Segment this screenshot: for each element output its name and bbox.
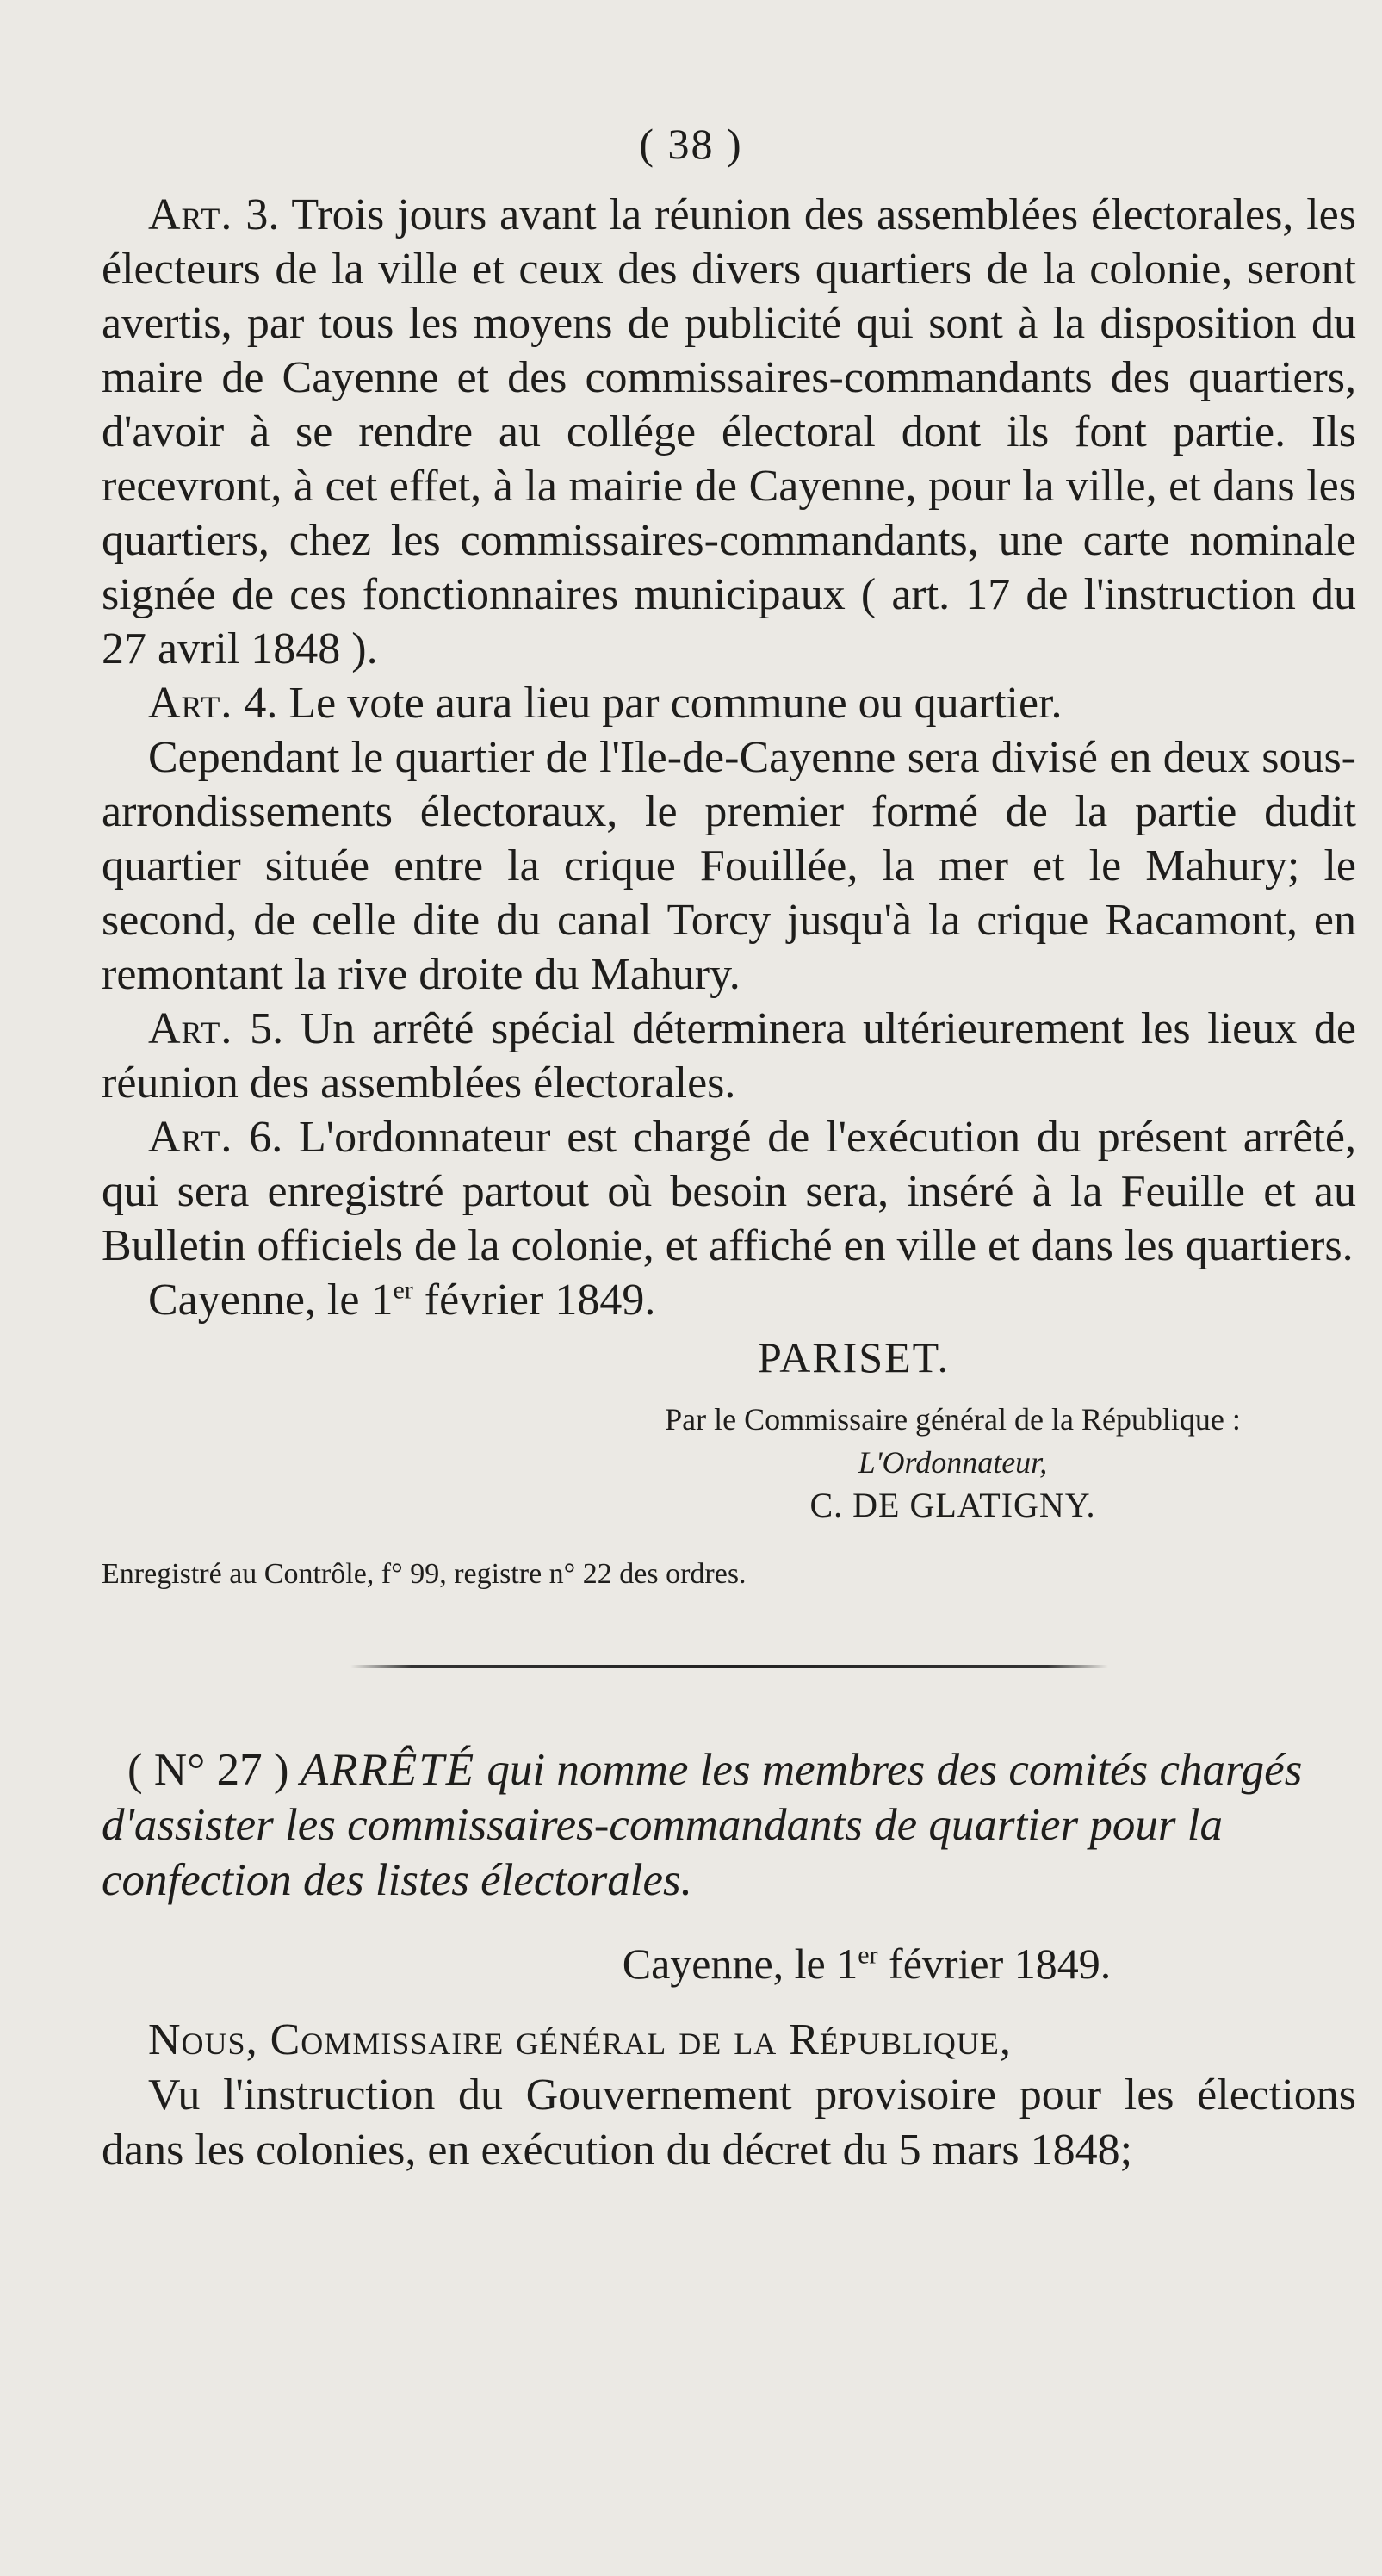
decree-date: Cayenne, le 1er février 1849. [622, 1940, 1112, 1988]
decree-subject: qui nomme les membres des comités chargés d'assister les commissaires-commandants de quartier pour la confection des listes électorales. [102, 1745, 1303, 1905]
decree-title: ARRÊTÉ [300, 1745, 476, 1795]
article-label: Art. [148, 679, 233, 728]
section-divider [350, 1665, 1108, 1668]
article-4-continuation [102, 730, 1356, 1002]
article-3 [102, 188, 1356, 676]
article-label: Art. [148, 1113, 233, 1162]
article-text: 3. Trois jours avant la réunion des assemblées électorales, les électeurs de la ville et ceux des divers quartiers de la colonie, seront avertis, par tous les moyens de publicité qui sont à la disposition du maire de Cayenne et des commissaires-commandants des quartiers, d'avoir à se rendre au collége électoral dont ils font partie. Ils recevront, à cet effet, à la mairie de Cayenne, pour la ville, et dans les quartiers, chez les commissaires-commandants, une carte nominale signée de ces fonctionnaires municipaux ( art. 17 de l'instruction du 27 avril 1848 ). [102, 190, 1356, 673]
article-label: Art. [148, 1004, 233, 1053]
article-4 [102, 676, 1356, 730]
page-number: ( 38 ) [639, 120, 743, 168]
article-text: 4. Le vote aura lieu par commune ou quartier. [244, 679, 1063, 728]
role: L'Ordonnateur, [858, 1445, 1048, 1480]
article-6 [102, 1110, 1356, 1273]
article-text: 5. Un arrêté spécial déterminera ultérieurement les lieux de réunion des assemblées électorales. [102, 1004, 1356, 1108]
nous-line: Nous, Commissaire général de la République, [148, 2015, 1012, 2064]
signature-name: PARISET. [757, 1333, 950, 1381]
article-label: Art. [148, 190, 233, 239]
decree-heading [102, 1742, 1356, 1908]
article-text: 6. L'ordonnateur est chargé de l'exécution du présent arrêté, qui sera enregistré partout où besoin sera, inséré à la Feuille et au Bulletin officiels de la colonie, et affiché en ville et dans les quartiers. [102, 1113, 1357, 1270]
article-text: Cependant le quartier de l'Ile-de-Cayenne sera divisé en deux sous-arrondissements électoraux, le premier formé de la partie dudit quartier située entre la crique Fouillée, la mer et le Mahury; le second, de celle dite du canal Torcy jusqu'à la crique Racamont, en remontant la rive droite du Mahury. [102, 733, 1356, 999]
articles-block [102, 188, 1356, 1327]
registration-note: Enregistré au Contrôle, f° 99, registre n° 22 des ordres. [102, 1558, 747, 1590]
by-line: Par le Commissaire général de la République : [665, 1402, 1241, 1437]
countersign-name: C. DE GLATIGNY. [809, 1486, 1096, 1524]
decree-number: ( N° 27 ) [127, 1745, 289, 1795]
vu-line: Vu l'instruction du Gouvernement provisoire pour les élections dans les colonies, en exécution du décret du 5 mars 1848; [102, 2070, 1356, 2175]
article-5 [102, 1002, 1356, 1110]
countersignature-block [102, 1398, 1356, 1596]
date-line: Cayenne, le 1er février 1849. [148, 1276, 656, 1325]
